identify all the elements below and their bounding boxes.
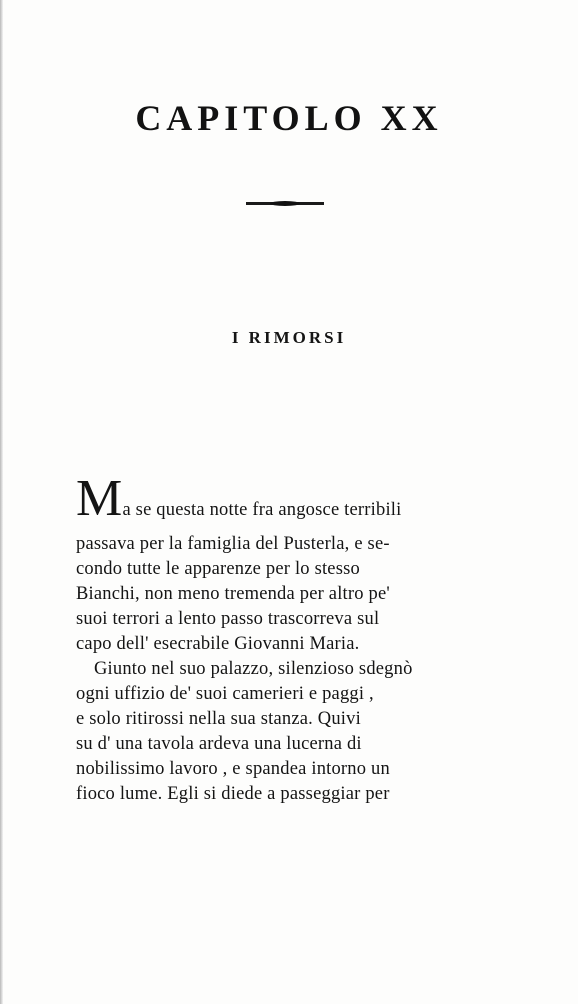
ornamental-rule [242, 201, 328, 206]
text-line-10: su d' una tavola ardeva una lucerna di [76, 734, 362, 754]
drop-cap: M [76, 470, 123, 527]
text-line-1 [76, 470, 486, 532]
page-edge-shadow [0, 0, 3, 1004]
first-line-text: a se questa notte fra angosce terribili [122, 500, 402, 520]
text-line-2: passava per la famiglia del Pusterla, e se- [76, 534, 390, 554]
text-line-12: fioco lume. Egli si diede a passeggiar per [76, 784, 390, 804]
section-title: I RIMORSI [231, 328, 347, 347]
chapter-title: CAPITOLO XX [135, 98, 443, 138]
text-line-4: Bianchi, non meno tremenda per altro pe' [76, 584, 390, 604]
body-text [76, 470, 486, 807]
text-line-7: Giunto nel suo palazzo, silenzioso sdegnò [94, 659, 413, 679]
text-line-6: capo dell' esecrabile Giovanni Maria. [76, 634, 360, 654]
ornamental-rule-swell [270, 201, 300, 206]
text-line-11: nobilissimo lavoro , e spandea intorno un [76, 759, 390, 779]
first-line-words [76, 470, 402, 532]
text-line-5: suoi terrori a lento passo trascorreva sul [76, 609, 380, 629]
text-line-9: e solo ritirossi nella sua stanza. Quivi [76, 709, 361, 729]
text-line-8: ogni uffizio de' suoi camerieri e paggi , [76, 684, 374, 704]
text-line-3: condo tutte le apparenze per lo stesso [76, 559, 360, 579]
